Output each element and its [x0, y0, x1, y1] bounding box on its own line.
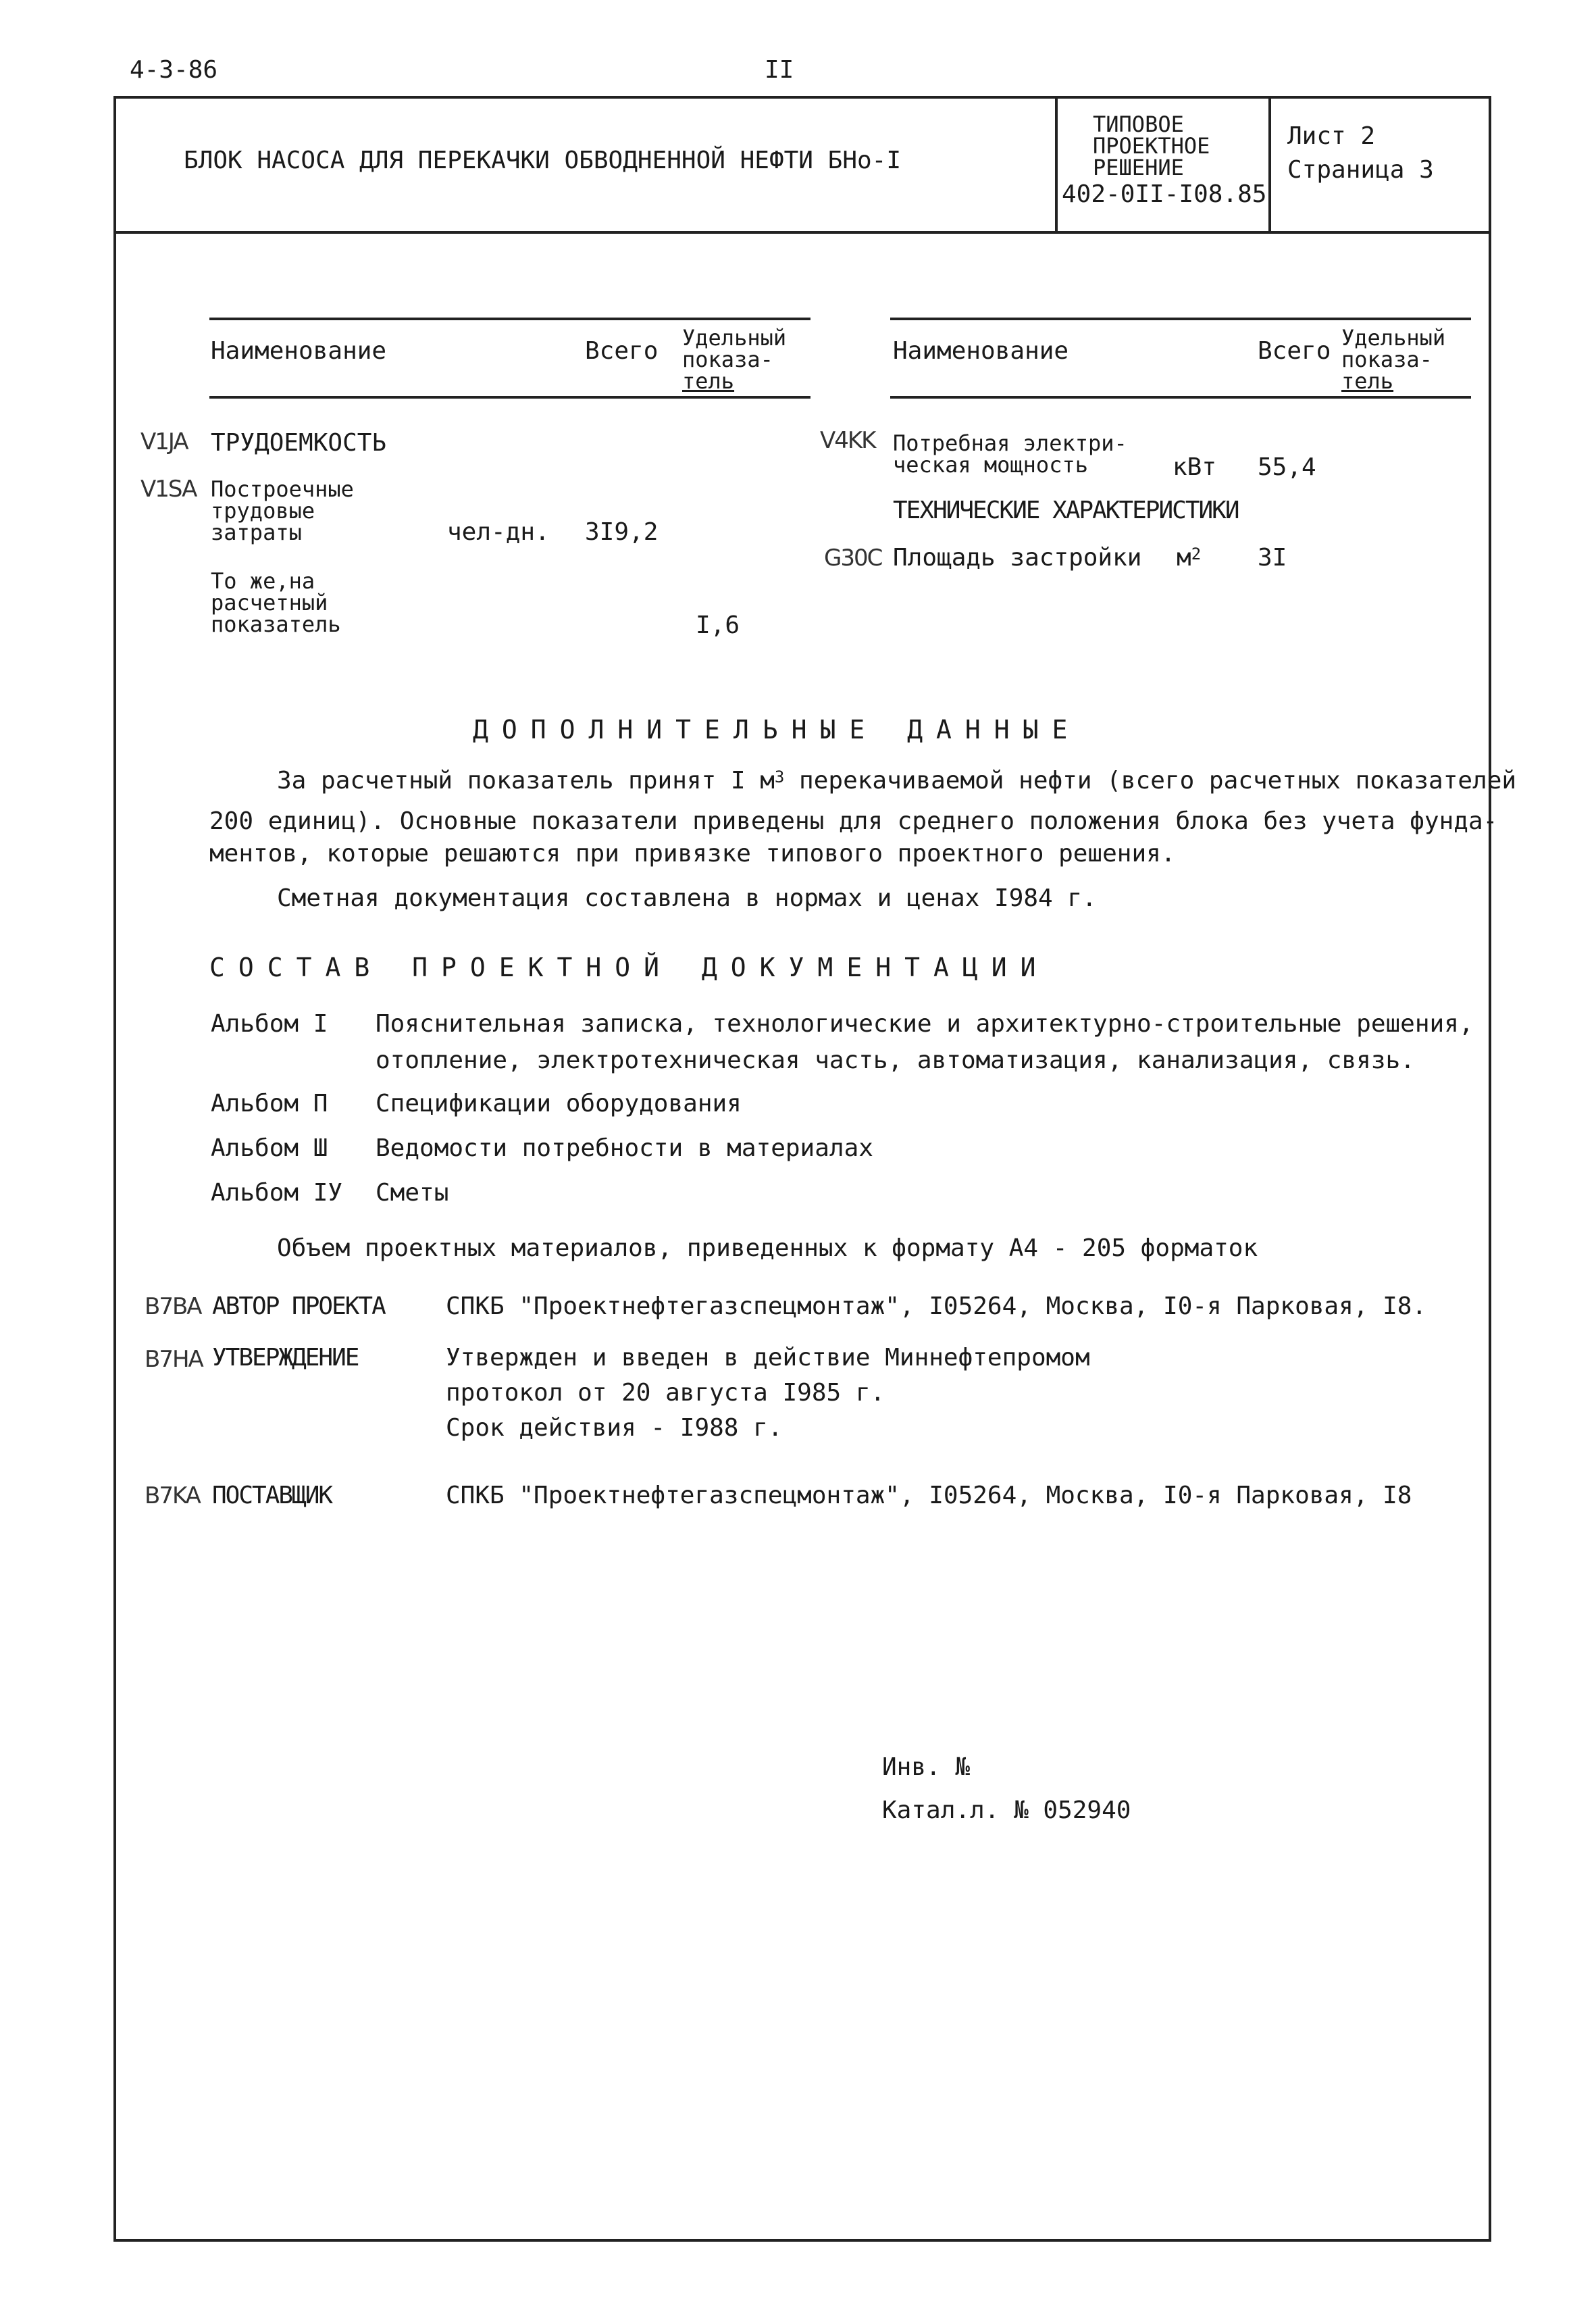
document-title: БЛОК НАСОСА ДЛЯ ПЕРЕКАЧКИ ОБВОДНЕННОЙ НЕФТИ БНо-I: [184, 147, 902, 174]
unit-superscript: 2: [1191, 545, 1202, 563]
right-row1-total: 55,4: [1258, 453, 1316, 481]
additional-paragraph-2: Сметная документация составлена в нормах и ценах I984 г.: [277, 884, 1097, 912]
sheet-left-rule: [1268, 96, 1271, 232]
left-row3-name-1: То же,на: [211, 568, 315, 594]
inventory-number: Инв. №: [882, 1753, 971, 1781]
album-1-line-2: отопление, электротехническая часть, автоматизация, канализация, связь.: [376, 1047, 1415, 1074]
right-col-unit-1: Удельный: [1341, 325, 1446, 351]
unit-m: м: [1177, 544, 1191, 572]
left-table-header-rule: [209, 396, 810, 399]
additional-paragraph-1-line-3: ментов, которые решаются при привязке типового проектного решения.: [209, 840, 1176, 867]
album-1-line-1: Пояснительная записка, технологические и архитектурно-строительные решения,: [376, 1010, 1474, 1038]
album-4-label: Альбом IУ: [211, 1179, 343, 1207]
right-col-name: Наименование: [893, 337, 1069, 365]
stamp-line-2: ПРОЕКТНОЕ: [1093, 133, 1210, 159]
left-col-unit-2: показа-: [682, 347, 773, 372]
left-row1-code: V1JA: [140, 428, 188, 455]
right-col-unit-2: показа-: [1341, 347, 1433, 372]
approve-line-3: Срок действия - I988 г.: [446, 1414, 783, 1442]
additional-heading: ДОПОЛНИТЕЛЬНЫЕ ДАННЫЕ: [473, 715, 1081, 745]
p1-part-b: перекачиваемой нефти (всего расчетных показателей: [784, 767, 1517, 795]
album-4-text: Сметы: [376, 1179, 449, 1207]
left-col-name: Наименование: [211, 337, 387, 365]
right-row2-code: G30C: [824, 545, 882, 572]
page-frame: [113, 96, 1491, 2242]
stamp-number: 402-0II-I08.85: [1062, 180, 1267, 208]
left-row3-specific: I,6: [696, 611, 740, 639]
author-label: АВТОР ПРОЕКТА: [212, 1292, 385, 1320]
left-row3-name-2: расчетный: [211, 590, 328, 615]
album-3-label: Альбом Ш: [211, 1134, 328, 1162]
stamp-line-1: ТИПОВОЕ: [1093, 111, 1184, 137]
approve-code: B7HA: [145, 1346, 203, 1373]
approve-line-2: протокол от 20 августа I985 г.: [446, 1379, 885, 1407]
right-section-title: ТЕХНИЧЕСКИЕ ХАРАКТЕРИСТИКИ: [893, 497, 1239, 524]
right-row2-unit: [1177, 545, 1201, 572]
album-2-text: Спецификации оборудования: [376, 1090, 742, 1117]
album-2-label: Альбом П: [211, 1090, 328, 1117]
document-code: 4-3-86: [130, 56, 218, 84]
supplier-code: B7KA: [145, 1482, 200, 1509]
right-row2-name: Площадь застройки: [893, 544, 1142, 572]
right-row2-total: 3I: [1258, 544, 1287, 572]
approve-line-1: Утвержден и введен в действие Миннефтепромом: [446, 1344, 1090, 1372]
additional-paragraph-1: [277, 768, 1516, 795]
left-row1-name: ТРУДОЕМКОСТЬ: [211, 429, 387, 457]
right-col-unit-3: тель: [1341, 368, 1394, 394]
author-code: B7BA: [145, 1293, 201, 1320]
left-row3-name-3: показатель: [211, 611, 341, 637]
p1-superscript: 3: [774, 768, 785, 786]
right-row1-name-1: Потребная электри-: [893, 430, 1127, 456]
right-row1-unit: кВт: [1173, 453, 1217, 481]
stamp-left-rule: [1055, 96, 1058, 232]
left-row2-code: V1SA: [140, 476, 197, 503]
volume-text: Объем проектных материалов, приведенных к формату А4 - 205 форматок: [277, 1234, 1258, 1262]
author-text: СПКБ "Проектнефтегазспецмонтаж", I05264, Москва, I0-я Парковая, I8.: [446, 1292, 1427, 1320]
page-label: Страница 3: [1287, 156, 1434, 184]
left-col-total: Всего: [585, 337, 659, 365]
p1-part-a: За расчетный показатель принят I м: [277, 767, 775, 795]
right-row1-code: V4KK: [820, 427, 875, 454]
left-row2-name-2: трудовые: [211, 498, 315, 524]
album-1-label: Альбом I: [211, 1010, 328, 1038]
header-bottom-rule: [113, 231, 1489, 234]
approve-label: УТВЕРЖДЕНИЕ: [212, 1344, 359, 1372]
left-col-unit-1: Удельный: [682, 325, 787, 351]
stamp-line-3: РЕШЕНИЕ: [1093, 155, 1184, 180]
left-row2-name-3: затраты: [211, 520, 302, 545]
supplier-label: ПОСТАВЩИК: [212, 1482, 332, 1509]
right-row1-name-2: ческая мощность: [893, 452, 1088, 478]
composition-heading: СОСТАВ ПРОЕКТНОЙ ДОКУМЕНТАЦИИ: [209, 953, 1050, 982]
left-row2-total: 3I9,2: [585, 518, 659, 546]
supplier-text: СПКБ "Проектнефтегазспецмонтаж", I05264, Москва, I0-я Парковая, I8: [446, 1482, 1412, 1509]
page-number: II: [765, 56, 794, 84]
left-row2-unit: чел-дн.: [447, 518, 550, 546]
left-col-unit-3: тель: [682, 368, 735, 394]
album-3-text: Ведомости потребности в материалах: [376, 1134, 873, 1162]
right-table-header-rule: [890, 396, 1471, 399]
right-table-top-rule: [890, 318, 1471, 320]
additional-paragraph-1-line-2: 200 единиц). Основные показатели приведены для среднего положения блока без учета фунда-: [209, 807, 1498, 835]
catalog-number: Катал.л. № 052940: [882, 1796, 1131, 1824]
sheet-number: Лист 2: [1287, 122, 1376, 150]
right-col-total: Всего: [1258, 337, 1331, 365]
left-table-top-rule: [209, 318, 810, 320]
left-row2-name-1: Построечные: [211, 476, 354, 502]
